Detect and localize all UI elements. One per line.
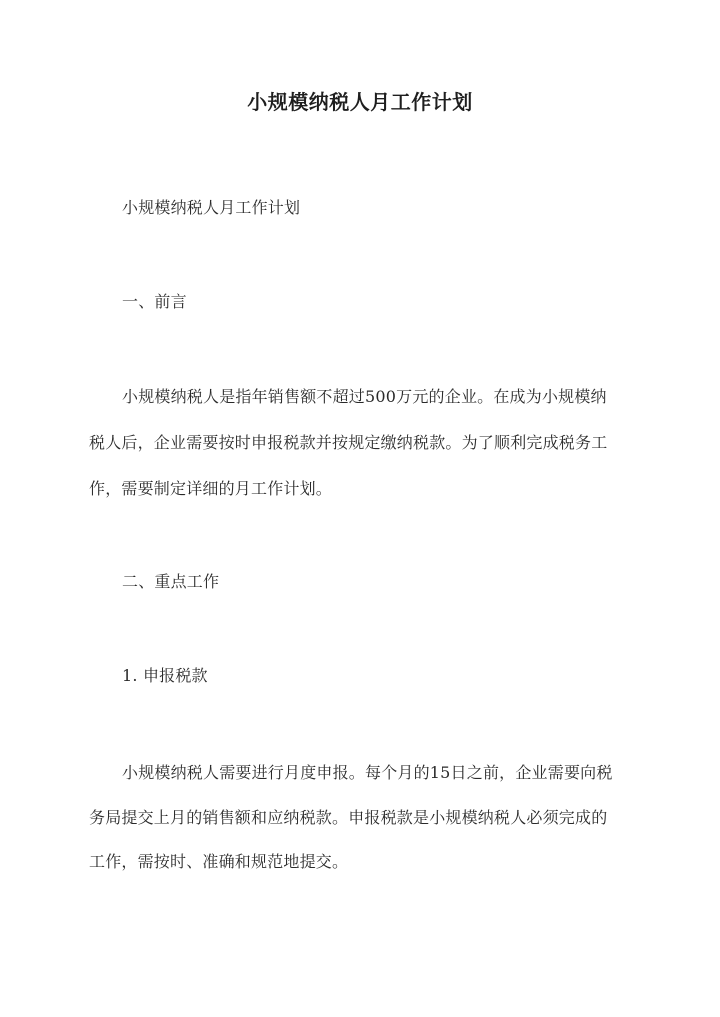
paragraph-line: 作，需要制定详细的月工作计划。 (89, 479, 333, 498)
paragraph-line: 小规模纳税人是指年销售额不超过500万元的企业。在成为小规模纳 (122, 387, 607, 406)
section-heading-preface: 一、前言 (122, 292, 187, 311)
document-title: 小规模纳税人月工作计划 (247, 90, 473, 114)
paragraph-line: 工作，需按时、准确和规范地提交。 (89, 852, 349, 871)
item-heading-tax-filing: 1. 申报税款 (122, 666, 208, 685)
paragraph-line: 小规模纳税人需要进行月度申报。每个月的15日之前，企业需要向税 (122, 763, 613, 782)
paragraph-line: 务局提交上月的销售额和应纳税款。申报税款是小规模纳税人必须完成的 (89, 808, 608, 827)
section-heading-key-work: 二、重点工作 (122, 572, 220, 591)
paragraph-line: 税人后，企业需要按时申报税款并按规定缴纳税款。为了顺利完成税务工 (89, 433, 608, 452)
document-subtitle: 小规模纳税人月工作计划 (122, 198, 301, 217)
